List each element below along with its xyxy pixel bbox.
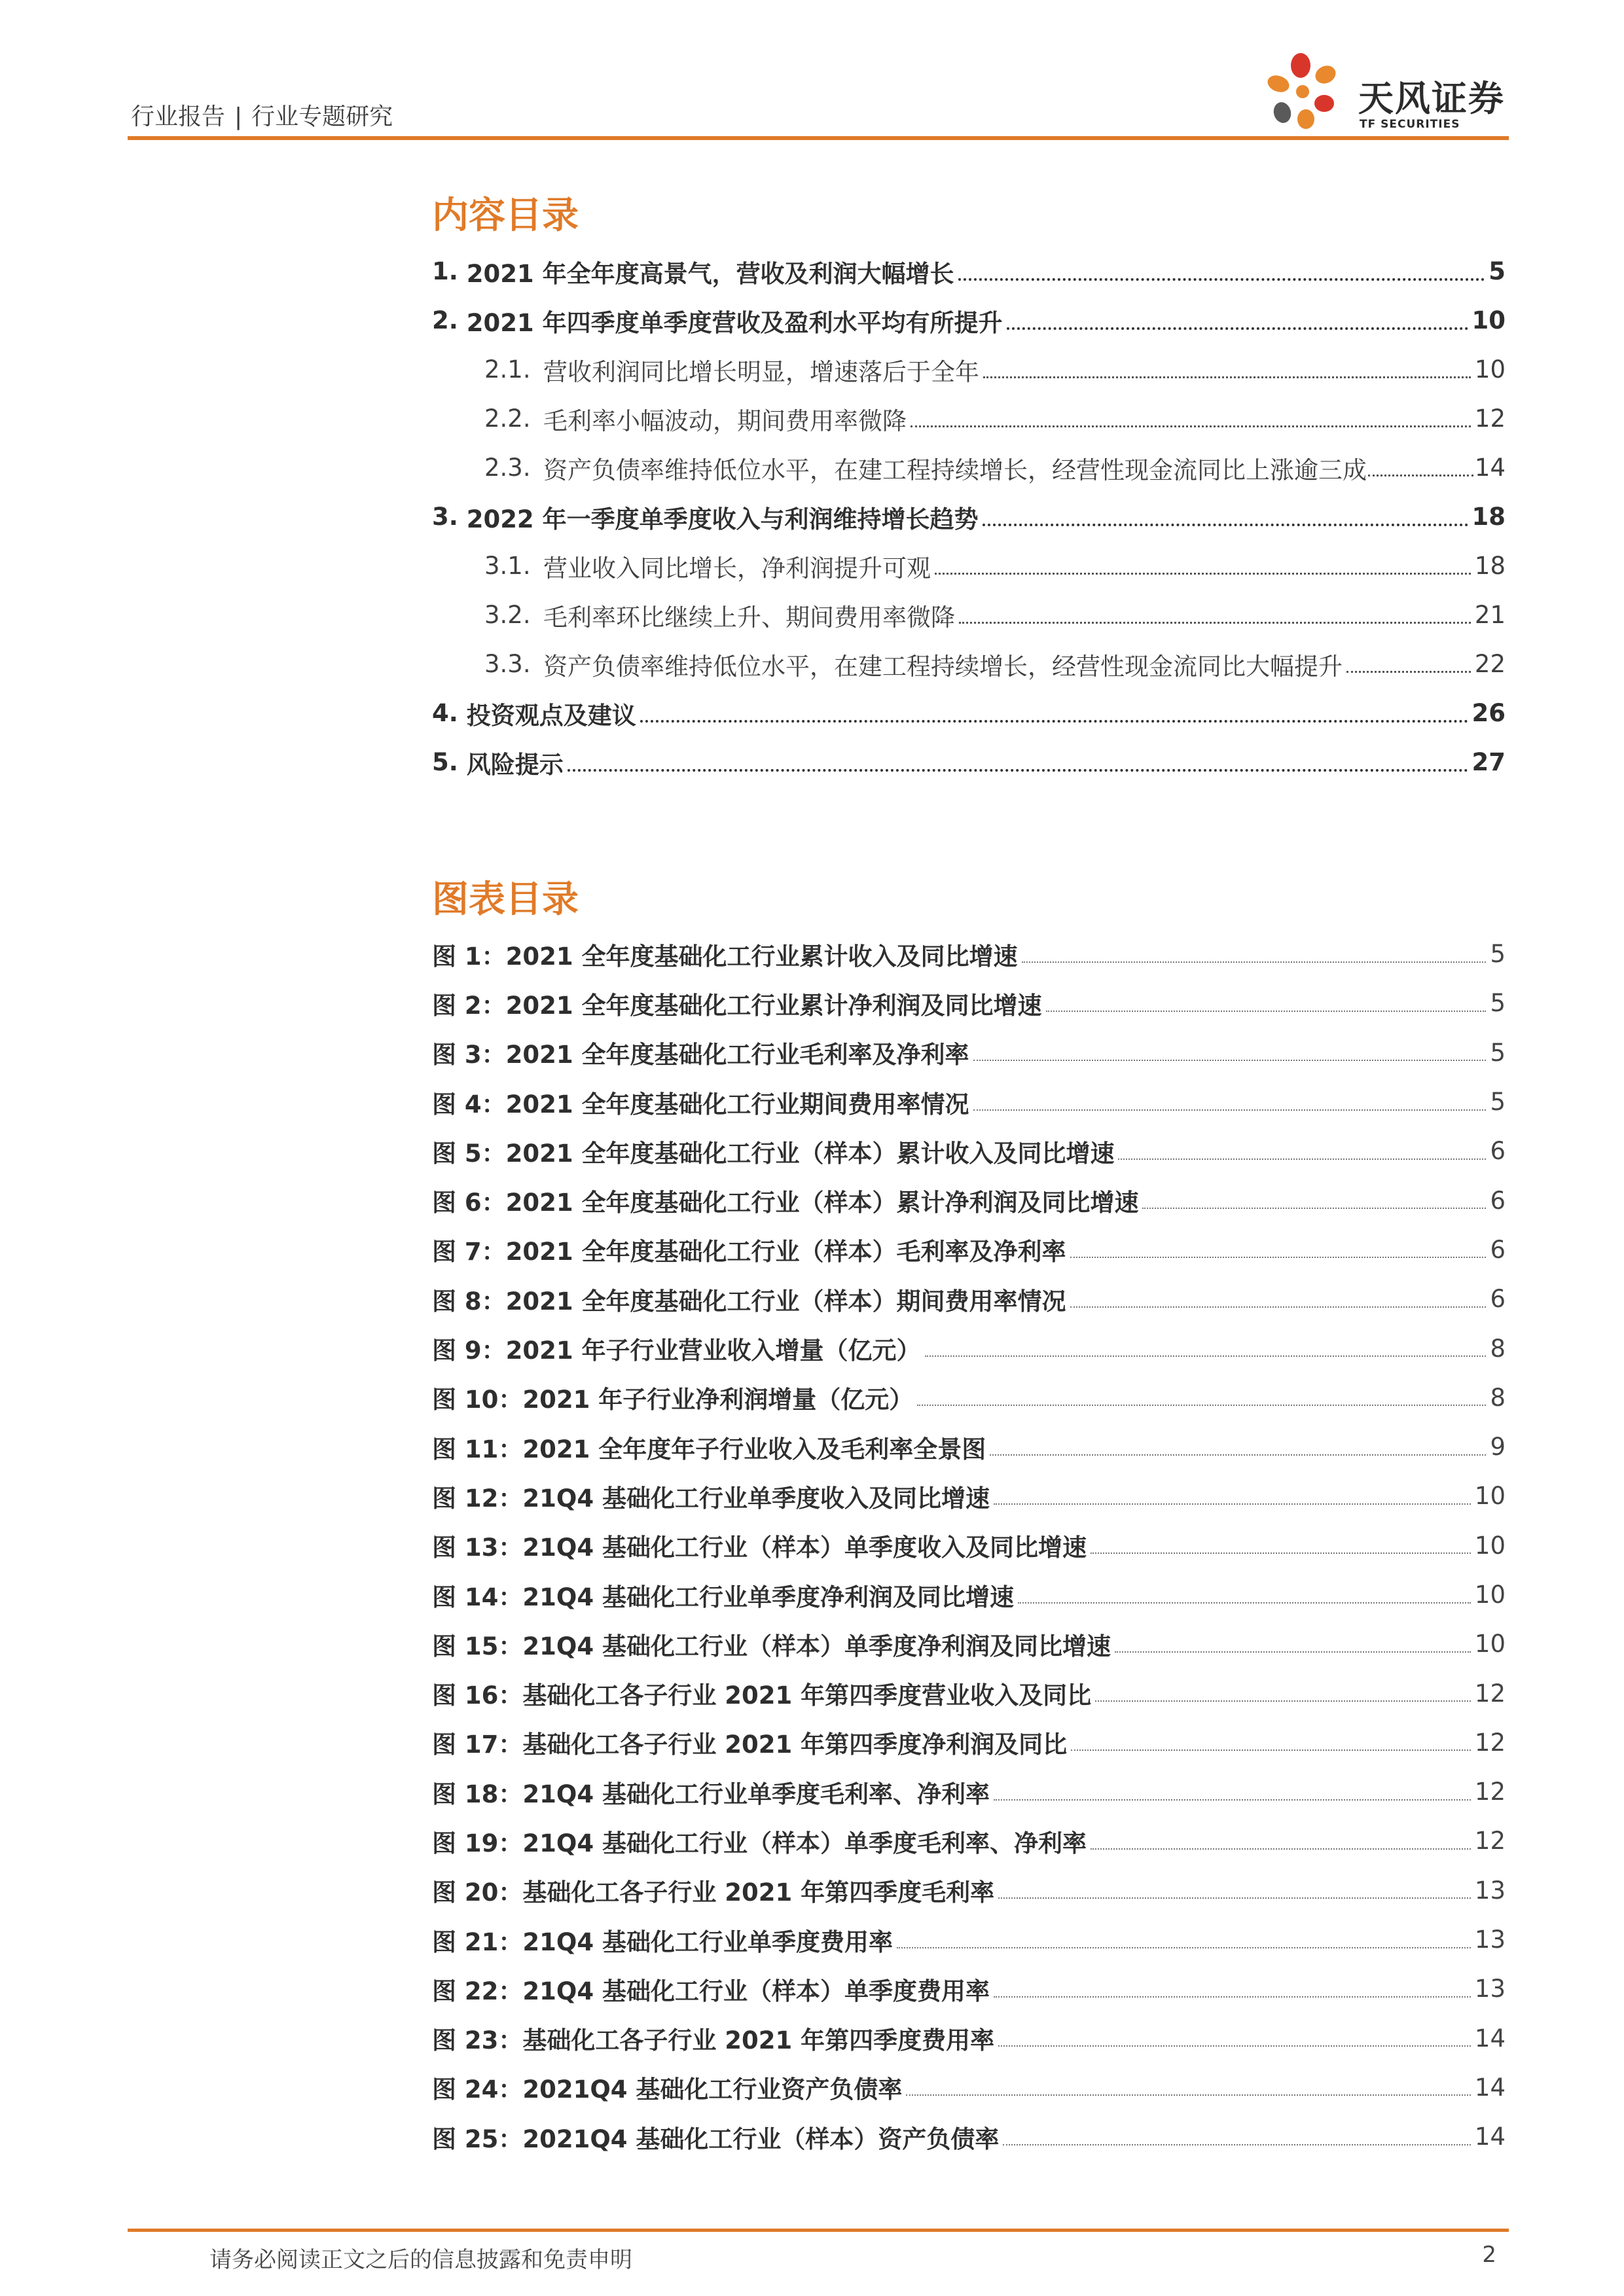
page-header: [128, 0, 1509, 141]
figure-page: 14: [1474, 2024, 1506, 2053]
toc-item-page: 18: [1471, 503, 1506, 531]
leader-dots: [1115, 1651, 1471, 1653]
leader-dots: [994, 1996, 1471, 1998]
figure-label: 图 9：2021 年子行业营业收入增量（亿元）: [432, 1336, 921, 1365]
leader-dots: [1142, 1208, 1486, 1209]
figure-page: 6: [1490, 1137, 1506, 1166]
figure-page: 14: [1474, 2123, 1506, 2151]
figure-page: 13: [1474, 1975, 1506, 2003]
toc-item-page: 10: [1474, 355, 1506, 384]
leader-dots: [1018, 1602, 1471, 1604]
figure-list-item[interactable]: [432, 1866, 1506, 1915]
figure-label: 图 24：2021Q4 基础化工行业资产负债率: [432, 2075, 903, 2104]
figure-list-item[interactable]: [432, 1521, 1506, 1570]
toc-item-number: 5.: [432, 748, 458, 776]
toc-item[interactable]: [432, 247, 1506, 296]
figure-label: 图 18：21Q4 基础化工行业单季度毛利率、净利率: [432, 1780, 990, 1808]
figure-label: 图 15：21Q4 基础化工行业（样本）单季度净利润及同比增速: [432, 1632, 1111, 1660]
toc-item-page: 14: [1474, 454, 1506, 482]
leader-dots: [568, 769, 1468, 772]
toc-subitem[interactable]: [432, 443, 1506, 492]
figure-label: 图 8：2021 全年度基础化工行业（样本）期间费用率情况: [432, 1287, 1066, 1316]
leader-dots: [1346, 671, 1471, 673]
figure-label: 图 10：2021 年子行业净利润增量（亿元）: [432, 1386, 914, 1414]
figure-list-item[interactable]: [432, 1915, 1506, 1964]
figure-list-item[interactable]: [432, 1323, 1506, 1372]
figure-list-item[interactable]: [432, 1668, 1506, 1717]
figure-page: 10: [1474, 1630, 1506, 1659]
leader-dots: [1091, 1552, 1471, 1554]
toc-item-page: 22: [1474, 650, 1506, 678]
figure-list-item[interactable]: [432, 1225, 1506, 1274]
toc-item-number: 3.1.: [484, 552, 531, 580]
leader-dots: [973, 1109, 1487, 1111]
figure-list-item[interactable]: [432, 1373, 1506, 1422]
figure-list: [432, 929, 1506, 2161]
figure-label: 图 7：2021 全年度基础化工行业（样本）毛利率及净利率: [432, 1238, 1066, 1266]
leader-dots: [959, 622, 1471, 624]
leader-dots: [917, 1405, 1486, 1406]
leader-dots: [1070, 1257, 1487, 1258]
figure-page: 8: [1490, 1383, 1506, 1412]
figure-list-item[interactable]: [432, 1718, 1506, 1767]
toc-subitem[interactable]: [432, 394, 1506, 443]
toc-item-text: 资产负债率维持低位水平，在建工程持续增长，经营性现金流同比上涨逾三成: [543, 456, 1367, 484]
figure-page: 13: [1474, 1926, 1506, 1954]
leader-dots: [897, 1947, 1471, 1948]
leader-dots: [1071, 1749, 1471, 1751]
leader-dots: [1091, 1848, 1471, 1850]
toc-item[interactable]: [432, 738, 1506, 787]
figure-page: 5: [1490, 940, 1506, 969]
toc-item-number: 2.: [432, 306, 458, 334]
leader-dots: [640, 720, 1468, 723]
leader-dots: [983, 524, 1468, 526]
toc-item[interactable]: [432, 492, 1506, 541]
figure-list-title: 图表目录: [432, 878, 579, 921]
toc-item-number: 2.2.: [484, 404, 531, 433]
figure-page: 8: [1490, 1334, 1506, 1363]
toc-item-text: 毛利率小幅波动，期间费用率微降: [543, 406, 907, 435]
toc-item-text: 资产负债率维持低位水平，在建工程持续增长，经营性现金流同比大幅提升: [543, 652, 1343, 681]
toc-item-page: 10: [1471, 306, 1506, 334]
figure-label: 图 13：21Q4 基础化工行业（样本）单季度收入及同比增速: [432, 1534, 1087, 1562]
figure-label: 图 23：基础化工各子行业 2021 年第四季度费用率: [432, 2026, 995, 2055]
leader-dots: [1118, 1158, 1486, 1160]
toc-item-number: 4.: [432, 699, 458, 727]
leader-dots: [973, 1060, 1487, 1061]
figure-list-item[interactable]: [432, 1816, 1506, 1865]
header-divider: [128, 136, 1509, 140]
toc-item-text: 2022 年一季度单季度收入与利润维持增长趋势: [466, 505, 979, 533]
toc-item-number: 2.1.: [484, 355, 531, 384]
toc-item-text: 2021 年四季度单季度营收及盈利水平均有所提升: [466, 308, 1003, 337]
figure-page: 12: [1474, 1728, 1506, 1757]
toc-item-text: 风险提示: [466, 750, 564, 779]
toc-subitem[interactable]: [432, 639, 1506, 689]
figure-list-item[interactable]: [432, 1077, 1506, 1126]
header-subcategory: 行业专题研究: [251, 103, 393, 130]
figure-page: 6: [1490, 1285, 1506, 1314]
leader-dots: [911, 425, 1471, 427]
toc-subitem[interactable]: [432, 345, 1506, 394]
figure-page: 12: [1474, 1679, 1506, 1708]
leader-dots: [990, 1454, 1486, 1456]
toc-item-page: 5: [1489, 257, 1506, 285]
toc-item-number: 3.2.: [484, 601, 531, 629]
figure-list-item[interactable]: [432, 1619, 1506, 1668]
figure-label: 图 19：21Q4 基础化工行业（样本）单季度毛利率、净利率: [432, 1829, 1087, 1857]
figure-list-item[interactable]: [432, 929, 1506, 978]
figure-page: 13: [1474, 1876, 1506, 1905]
toc-item-text: 毛利率环比继续上升、期间费用率微降: [543, 603, 955, 632]
toc-item-page: 26: [1471, 699, 1506, 727]
figure-label: 图 6：2021 全年度基础化工行业（样本）累计净利润及同比增速: [432, 1189, 1139, 1217]
leader-dots: [994, 1799, 1471, 1801]
figure-list-item[interactable]: [432, 2112, 1506, 2161]
figure-label: 图 12：21Q4 基础化工行业单季度收入及同比增速: [432, 1484, 990, 1513]
logo-name: 天风证券: [1358, 78, 1505, 119]
leader-dots: [1368, 475, 1473, 476]
figure-label: 图 20：基础化工各子行业 2021 年第四季度毛利率: [432, 1878, 995, 1907]
figure-label: 图 16：基础化工各子行业 2021 年第四季度营业收入及同比: [432, 1681, 1092, 1710]
toc-item-text: 营业收入同比增长，净利润提升可观: [543, 554, 931, 583]
toc-item-page: 21: [1474, 601, 1506, 629]
toc-item-number: 2.3.: [484, 454, 531, 482]
header-category: 行业报告: [131, 103, 226, 130]
header-breadcrumb: [131, 98, 393, 132]
leader-dots: [906, 2094, 1470, 2096]
figure-label: 图 17：基础化工各子行业 2021 年第四季度净利润及同比: [432, 1731, 1068, 1759]
leader-dots: [994, 1503, 1471, 1505]
table-of-contents: [432, 247, 1506, 787]
figure-list-item[interactable]: [432, 1471, 1506, 1520]
figure-label: 图 11：2021 全年度年子行业收入及毛利率全景图: [432, 1435, 986, 1463]
logo-flower-icon: [1260, 51, 1352, 133]
figure-label: 图 2：2021 全年度基础化工行业累计净利润及同比增速: [432, 991, 1042, 1020]
figure-label: 图 3：2021 全年度基础化工行业毛利率及净利率: [432, 1041, 969, 1069]
leader-dots: [983, 376, 1471, 378]
figure-list-item[interactable]: [432, 1028, 1506, 1077]
toc-item-number: 3.: [432, 503, 458, 531]
figure-page: 6: [1490, 1186, 1506, 1215]
figure-page: 5: [1490, 1038, 1506, 1067]
figure-label: 图 1：2021 全年度基础化工行业累计收入及同比增速: [432, 942, 1018, 971]
page-number: 2: [1482, 2242, 1496, 2268]
leader-dots: [1007, 327, 1468, 330]
toc-item[interactable]: [432, 689, 1506, 738]
leader-dots: [1046, 1011, 1487, 1012]
toc-subitem[interactable]: [432, 541, 1506, 590]
figure-label: 图 14：21Q4 基础化工行业单季度净利润及同比增速: [432, 1583, 1014, 1611]
toc-item-page: 27: [1471, 748, 1506, 776]
figure-list-item[interactable]: [432, 1422, 1506, 1471]
figure-list-item[interactable]: [432, 1964, 1506, 2013]
figure-list-item[interactable]: [432, 1274, 1506, 1323]
figure-page: 5: [1490, 1088, 1506, 1117]
figure-label: 图 25：2021Q4 基础化工行业（样本）资产负债率: [432, 2125, 1000, 2153]
toc-subitem[interactable]: [432, 590, 1506, 639]
figure-label: 图 21：21Q4 基础化工行业单季度费用率: [432, 1928, 893, 1956]
figure-page: 10: [1474, 1531, 1506, 1560]
figure-page: 6: [1490, 1235, 1506, 1264]
figure-page: 12: [1474, 1778, 1506, 1806]
figure-label: 图 5：2021 全年度基础化工行业（样本）累计收入及同比增速: [432, 1139, 1115, 1168]
figure-list-item[interactable]: [432, 2063, 1506, 2112]
company-logo: [1260, 51, 1509, 133]
figure-page: 10: [1474, 1482, 1506, 1511]
footer-disclaimer: 请务必阅读正文之后的信息披露和免责申明: [209, 2247, 632, 2273]
figure-page: 9: [1490, 1433, 1506, 1462]
figure-label: 图 22：21Q4 基础化工行业（样本）单季度费用率: [432, 1977, 990, 2005]
leader-dots: [1022, 961, 1487, 963]
leader-dots: [1095, 1700, 1471, 1702]
leader-dots: [998, 1897, 1471, 1899]
figure-page: 5: [1490, 989, 1506, 1018]
figure-list-item[interactable]: [432, 1767, 1506, 1816]
toc-item-text: 2021 年全年度高景气，营收及利润大幅增长: [466, 259, 954, 288]
figure-list-item[interactable]: [432, 1175, 1506, 1225]
toc-item-number: 3.3.: [484, 650, 531, 678]
logo-subtitle: TF SECURITIES: [1360, 118, 1460, 131]
leader-dots: [935, 573, 1471, 575]
toc-item-text: 营收利润同比增长明显，增速落后于全年: [543, 357, 979, 386]
figure-page: 12: [1474, 1827, 1506, 1856]
footer-divider: [128, 2229, 1509, 2232]
toc-title: 内容目录: [432, 194, 579, 237]
toc-item[interactable]: [432, 296, 1506, 345]
header-separator: |: [234, 103, 243, 130]
figure-list-item[interactable]: [432, 2014, 1506, 2063]
leader-dots: [1003, 2144, 1470, 2145]
figure-page: 14: [1474, 2073, 1506, 2102]
toc-item-text: 投资观点及建议: [466, 701, 636, 730]
figure-page: 10: [1474, 1581, 1506, 1609]
figure-label: 图 4：2021 全年度基础化工行业期间费用率情况: [432, 1090, 969, 1119]
leader-dots: [998, 2045, 1471, 2047]
leader-dots: [958, 278, 1485, 281]
figure-list-item[interactable]: [432, 1570, 1506, 1619]
leader-dots: [1070, 1306, 1487, 1308]
toc-item-page: 12: [1474, 404, 1506, 433]
toc-item-page: 18: [1474, 552, 1506, 580]
figure-list-item[interactable]: [432, 978, 1506, 1028]
leader-dots: [925, 1355, 1487, 1357]
toc-item-number: 1.: [432, 257, 458, 285]
figure-list-item[interactable]: [432, 1126, 1506, 1175]
